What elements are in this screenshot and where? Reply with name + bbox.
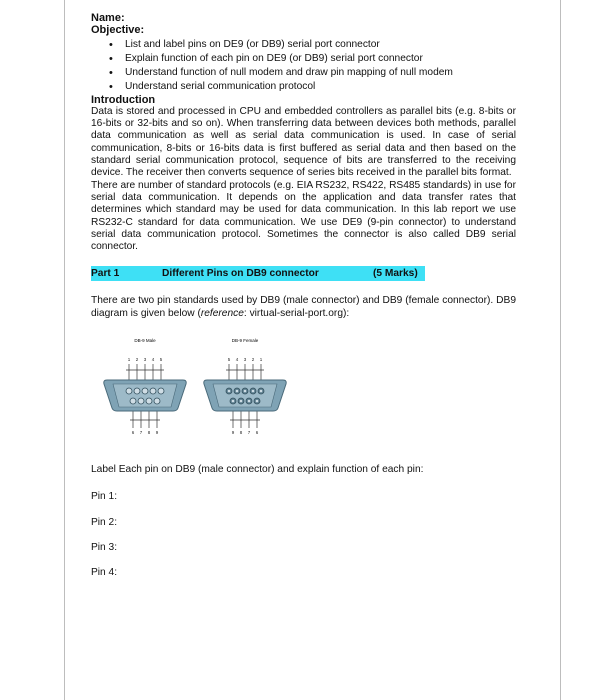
male-pin-number: 5 xyxy=(159,357,163,363)
document-page xyxy=(91,10,516,580)
female-pin-number: 6 xyxy=(255,430,259,436)
part1-marks: (5 Marks) xyxy=(373,268,418,280)
male-pin-number: 4 xyxy=(151,357,155,363)
db9-male-connector xyxy=(104,357,186,435)
page-border-left xyxy=(64,0,65,700)
reference-source: : virtual-serial-port.org): xyxy=(243,307,350,319)
pin-3-label: Pin 3: xyxy=(91,541,118,553)
female-pin-number: 9 xyxy=(231,430,235,436)
male-pin-number: 3 xyxy=(143,357,147,363)
objective-item: • List and label pins on DE9 (or DB9) serial port connector xyxy=(91,38,516,52)
page-border-right xyxy=(560,0,561,700)
db9-diagram xyxy=(91,330,516,450)
pin-4-label: Pin 4: xyxy=(91,567,118,579)
objective-item: • Explain function of each pin on DE9 (or DB9) serial port connector xyxy=(91,52,516,66)
male-pin-number: 7 xyxy=(139,430,143,436)
female-pin-number: 4 xyxy=(235,357,239,363)
objective-label: Objective: xyxy=(91,24,145,37)
part1-heading-bar xyxy=(91,266,425,281)
introduction-paragraph-1: Data is stored and processed in CPU and embedded controllers as parallel bits (e.g. 8-bits or 16-bits or 32-bits and so on). When transferring data between devices both methods, parallel data communication as well as serial data communication is used. In case of serial communication, 8-bits or 16-bits data is first buffered as serial data and then based on the standard serial communication protocol, sequence of bits are transferred to the receiving device. The receiver then converts sequence of series bits received in the parallel bits format. xyxy=(91,105,516,179)
label-instruction: Label Each pin on DB9 (male connector) and explain function of each pin: xyxy=(91,464,424,476)
pin-2-label: Pin 2: xyxy=(91,516,118,528)
objectives-list xyxy=(91,38,516,94)
objective-item: • Understand function of null modem and draw pin mapping of null modem xyxy=(91,66,516,80)
male-pin-number: 6 xyxy=(131,430,135,436)
female-pin-number: 7 xyxy=(247,430,251,436)
male-pin-number: 2 xyxy=(135,357,139,363)
male-pin-number: 1 xyxy=(127,357,131,363)
part1-label: Part 1 xyxy=(91,268,120,280)
db9-female-connector xyxy=(204,357,286,435)
female-pin-number: 3 xyxy=(243,357,247,363)
pin-standards-paragraph xyxy=(91,295,516,320)
db9-diagram-svg xyxy=(93,330,343,450)
pin-standards-text: There are two pin standards used by DB9 (male connector) and DB9 (female connector). DB9 diagram is given below ( xyxy=(91,295,516,319)
introduction-heading: Introduction xyxy=(91,93,156,106)
female-pin-number: 2 xyxy=(251,357,255,363)
female-pin-number: 1 xyxy=(259,357,263,363)
male-caption: DB-9 Male xyxy=(134,338,156,344)
female-caption: DB-9 Female xyxy=(231,338,259,344)
objective-item: • Understand serial communication protocol xyxy=(91,80,516,94)
part1-title: Different Pins on DB9 connector xyxy=(162,268,319,280)
female-pin-number: 8 xyxy=(239,430,243,436)
introduction-paragraph-2: There are number of standard protocols (e.g. EIA RS232, RS422, RS485 standards) in use for serial data communication. It depends on the application and data transfer rates that determines which standard may be used for data communication. In this lab report we use RS232-C standard for data communication. We use DE9 (9-pin connector) to understand serial data communication protocol. Sometimes the connector is also called DB9 serial connector. xyxy=(91,179,516,253)
female-pin-number: 5 xyxy=(227,357,231,363)
male-pin-number: 8 xyxy=(147,430,151,436)
reference-label: reference xyxy=(200,307,244,319)
male-pin-number: 9 xyxy=(155,430,159,436)
name-label: Name: xyxy=(91,12,125,24)
pin-1-label: Pin 1: xyxy=(91,491,118,503)
